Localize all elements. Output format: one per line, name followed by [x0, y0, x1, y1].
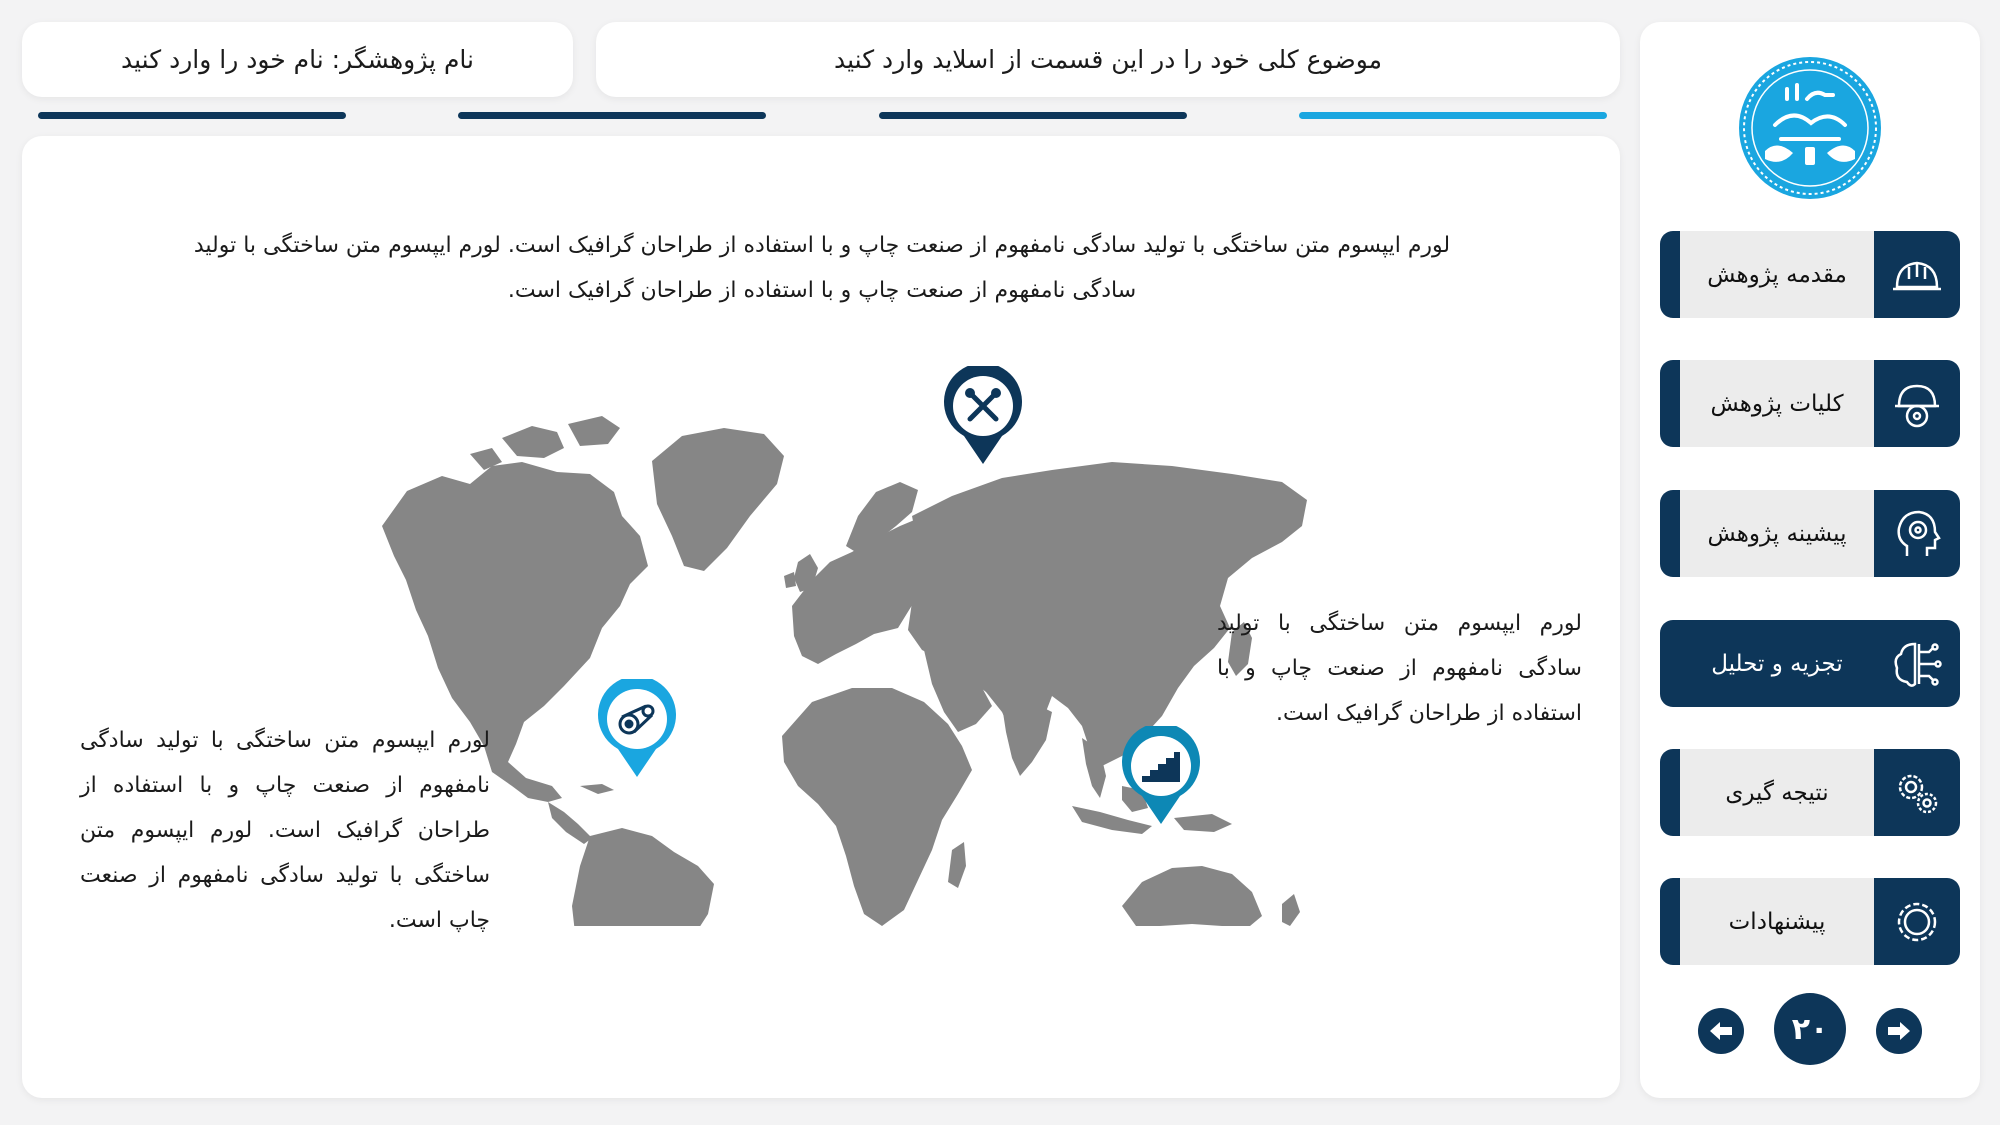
left-paragraph: لورم ایپسوم متن ساختگی با تولید سادگی نامفهوم از صنعت چاپ و با استفاده از طراحان گرافیک است. لورم ایپسوم متن ساختگی با تولید سادگی نامفهوم از صنعت چاپ است. [80, 728, 490, 933]
topic-title-text: موضوع کلی خود را در این قسمت از اسلاید وارد کنید [834, 45, 1383, 74]
page-number: ۲۰ [1774, 993, 1846, 1065]
intro-paragraph: لورم ایپسوم متن ساختگی با تولید سادگی نامفهوم از صنعت چاپ و با استفاده از طراحان گرافیک است. لورم ایپسوم متن ساختگی با تولید سادگی نامفهوم از صنعت چاپ و با استفاده از طراحان گرافیک است. [193, 233, 1451, 303]
sidebar-item-label: تجزیه و تحلیل [1680, 620, 1874, 707]
researcher-name-text: نام پژوهشگر: نام خود را وارد کنید [121, 45, 474, 74]
progress-segment [879, 112, 1187, 119]
sidebar-item-overview[interactable] [1660, 360, 1960, 447]
hard-hat-icon [1874, 231, 1960, 318]
sidebar-item-introduction[interactable] [1660, 231, 1960, 318]
helmet-gear-icon [1874, 360, 1960, 447]
progress-segment-current [1299, 112, 1607, 119]
head-gear-icon [1874, 490, 1960, 577]
sidebar [1640, 22, 1980, 1098]
sidebar-item-label: مقدمه پژوهش [1680, 231, 1874, 318]
progress-segment [38, 112, 346, 119]
sidebar-item-conclusion[interactable] [1660, 749, 1960, 836]
sidebar-item-label: پیشنهادات [1680, 878, 1874, 965]
progress-segment [458, 112, 766, 119]
arrow-right-icon [1884, 1016, 1914, 1046]
brain-circuit-icon [1874, 620, 1960, 707]
sidebar-item-label: پیشینه پژوهش [1680, 490, 1874, 577]
gear-icon [1874, 878, 1960, 965]
world-map-landmass [382, 416, 1307, 926]
stairs-pin [1120, 726, 1202, 826]
next-button[interactable] [1876, 1008, 1922, 1054]
tools-pin [942, 366, 1024, 466]
world-map [352, 366, 1312, 926]
content-panel [22, 136, 1620, 1098]
belt-pin [596, 679, 678, 779]
right-paragraph: لورم ایپسوم متن ساختگی با تولید سادگی نامفهوم از صنعت چاپ و با استفاده از طراحان گرافیک است. [1217, 611, 1582, 726]
topic-title-box[interactable] [596, 22, 1620, 97]
sidebar-item-literature[interactable] [1660, 490, 1960, 577]
previous-button[interactable] [1698, 1008, 1744, 1054]
gears-icon [1874, 749, 1960, 836]
university-logo [1737, 55, 1883, 201]
sidebar-item-analysis[interactable] [1660, 620, 1960, 707]
sidebar-item-label: نتیجه گیری [1680, 749, 1874, 836]
sidebar-item-label: کلیات پژوهش [1680, 360, 1874, 447]
arrow-left-icon [1706, 1016, 1736, 1046]
sidebar-item-suggestions[interactable] [1660, 878, 1960, 965]
researcher-name-box[interactable] [22, 22, 573, 97]
